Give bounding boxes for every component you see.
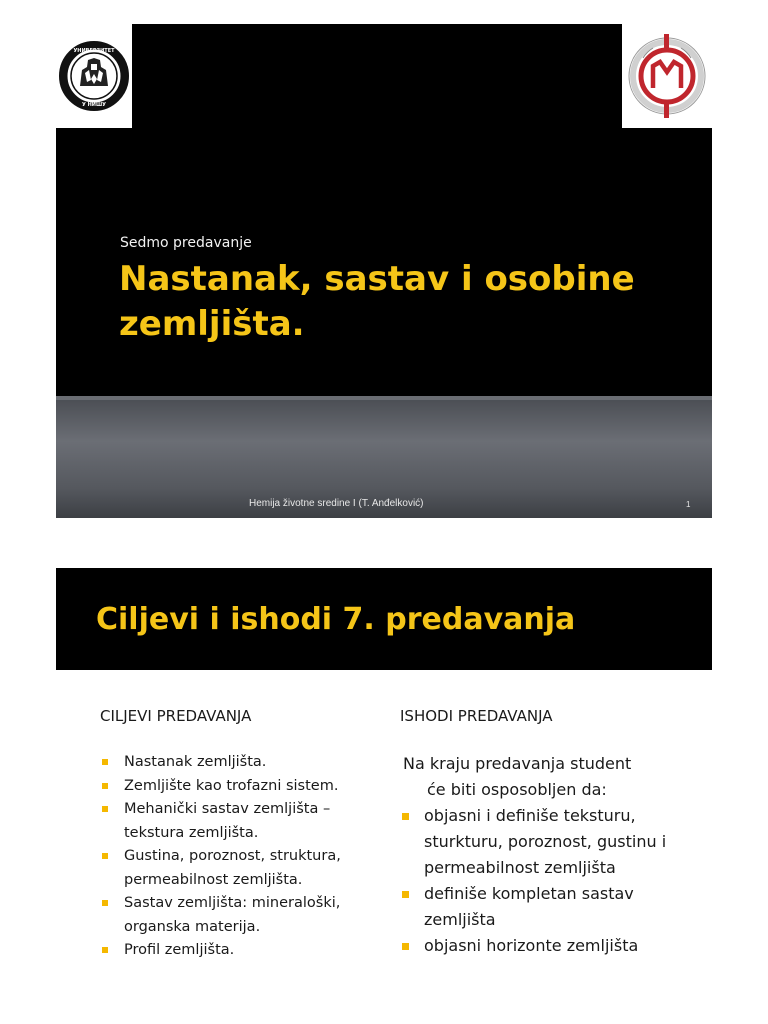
svg-text:УНИВЕРЗИТЕТ: УНИВЕРЗИТЕТ	[73, 48, 115, 54]
slide-footer: Hemija životne sredine I (T. Anđelković)	[249, 498, 424, 509]
list-item: Sastav zemljišta: mineraloški, organska materija.	[100, 892, 390, 939]
bullet-icon	[102, 806, 108, 812]
bullet-icon	[102, 759, 108, 765]
svg-text:У НИШУ: У НИШУ	[82, 102, 106, 108]
list-item: objasni i definiše teksturu, sturkturu, poroznost, gustinu i permeabilnost zemljišta	[400, 803, 700, 881]
list-item: Gustina, poroznost, struktura, permeabilnost zemljišta.	[100, 845, 390, 892]
bullet-icon	[102, 947, 108, 953]
list-item: Nastanak zemljišta.	[100, 751, 390, 775]
objectives-title: Ciljevi i ishodi 7. predavanja	[96, 602, 576, 637]
bullet-icon	[102, 900, 108, 906]
bullet-icon	[402, 891, 409, 898]
lecture-title: Nastanak, sastav i osobine zemljišta.	[119, 259, 635, 344]
lecture-subtitle: Sedmo predavanje	[120, 235, 252, 251]
objectives-heading: CILJEVI PREDAVANJA	[100, 707, 252, 725]
list-item: Zemljište kao trofazni sistem.	[100, 775, 390, 799]
list-item: Mehanički sastav zemljišta – tekstura zemljišta.	[100, 798, 390, 845]
university-seal-logo	[56, 24, 132, 128]
outcomes-intro	[400, 751, 700, 803]
faculty-logo	[622, 24, 712, 128]
bullet-icon	[102, 853, 108, 859]
objectives-slide-header	[56, 568, 712, 670]
outcomes-intro-line1: Na kraju predavanja student	[403, 754, 632, 773]
bullet-icon	[402, 813, 409, 820]
outcomes-heading: ISHODI PREDAVANJA	[400, 707, 553, 725]
list-item: definiše kompletan sastav zemljišta	[400, 881, 700, 933]
objectives-column	[100, 707, 390, 963]
page-number: 1	[686, 500, 691, 509]
outcomes-list	[400, 803, 700, 959]
list-item: Profil zemljišta.	[100, 939, 390, 963]
bullet-icon	[102, 783, 108, 789]
university-seal-icon	[58, 40, 130, 112]
outcomes-intro-line2: će biti osposobljen da:	[427, 780, 607, 799]
faculty-emblem-icon	[625, 30, 709, 122]
bullet-icon	[402, 943, 409, 950]
objectives-list	[100, 751, 390, 963]
list-item: objasni horizonte zemljišta	[400, 933, 700, 959]
outcomes-column	[400, 707, 700, 959]
